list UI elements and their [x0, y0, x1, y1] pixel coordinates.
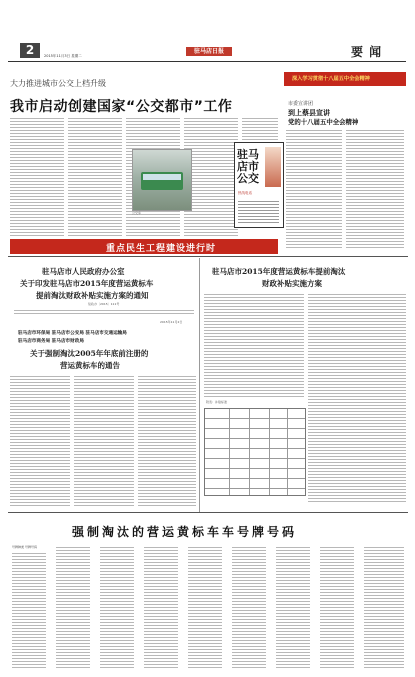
- section-title: 要 闻: [351, 45, 383, 59]
- notice-mid-orgs-1: 驻马店市环保局 驻马店市公安局 驻马店市交通运输局: [18, 331, 127, 336]
- lead-headline: 我市启动创建国家“公交都市”工作: [10, 99, 233, 115]
- lead-kicker: 大力推进城市公交上档升级: [10, 79, 106, 88]
- ad-box: [234, 142, 284, 228]
- page-number-box: [20, 43, 40, 58]
- plates-col-4: [144, 545, 178, 669]
- lead-body-col4: [184, 116, 238, 238]
- notice-right-title-2: 财政补贴实施方案: [262, 279, 322, 288]
- promo-kicker: 市委宣讲团: [288, 101, 314, 107]
- notice-right-body-col1: [204, 292, 304, 398]
- notice-right-body-col2: [308, 292, 406, 504]
- section-rule-1: [8, 256, 408, 257]
- page-number: 2: [25, 43, 35, 57]
- notice-right-table-title: 附表：补贴标准: [206, 400, 228, 404]
- plates-heading: 强制淘汰的营运黄标车车号牌号码: [72, 525, 298, 539]
- plates-col-6: [232, 545, 266, 669]
- notice-mid-title-1: 关于强制淘汰2005年年底前注册的: [30, 349, 149, 358]
- notice-mid-orgs-2: 驻马店市商务局 驻马店市财政局: [18, 339, 84, 344]
- notice-right: [202, 258, 408, 512]
- promo-title-2: 党的十八届五中全会精神: [288, 118, 359, 126]
- notice-mid-body-col1: [10, 374, 70, 506]
- table-col-rule-3: [269, 409, 270, 495]
- notice-left-org: 驻马店市人民政府办公室: [42, 267, 125, 276]
- table-col-rule-2: [249, 409, 250, 495]
- vertical-rule: [199, 258, 200, 512]
- plates-col-9: [364, 545, 404, 669]
- header-rule: [8, 61, 406, 62]
- notice-left-doc-no: 驻政办〔2015〕111号: [88, 302, 120, 306]
- plates-col-1: [12, 551, 46, 669]
- ad-title: 驻马店市公交: [237, 148, 259, 185]
- notice-left-title-2: 提前淘汰财政补贴实施方案的通知: [36, 291, 149, 300]
- header-info: [236, 50, 336, 56]
- plates-header-left: 号牌种类 号牌号码: [12, 545, 37, 549]
- ad-calligraphy: [237, 149, 265, 185]
- lead-photo: [132, 149, 192, 211]
- ad-tower-image: [265, 147, 281, 187]
- lead-body-col2: [68, 116, 122, 238]
- plates-section: [8, 513, 408, 673]
- table-col-rule-1: [229, 409, 230, 495]
- ad-sub: 热线电话: [238, 191, 252, 195]
- notice-mid-body-col2: [74, 374, 134, 506]
- plates-col-5: [188, 545, 222, 669]
- notice-left-body: [14, 308, 194, 314]
- notice-left: [8, 258, 198, 316]
- notice-left-title-1: 关于印发驻马店市2015年度营运黄标车: [20, 279, 154, 288]
- page-header: [0, 0, 415, 64]
- promo-banner-text: 深入学习贯彻十八届五中全会精神: [292, 76, 370, 82]
- bus-windows: [143, 174, 181, 180]
- subsidy-table: [204, 408, 306, 496]
- lead-story: [8, 64, 278, 254]
- promo-title-1: 到上蔡县宣讲: [288, 109, 330, 117]
- plates-col-8: [320, 545, 354, 669]
- lead-banner-text: 重点民生工程建设进行时: [106, 244, 217, 254]
- plates-col-7: [276, 545, 310, 669]
- notice-left-footer: 2015年11月2日: [160, 320, 183, 324]
- promo-banner: [284, 72, 406, 86]
- ad-contact-lines: [238, 199, 279, 223]
- plates-col-2: [56, 545, 90, 669]
- lead-photo-caption: 公交车: [132, 211, 142, 215]
- lead-banner: [10, 239, 278, 254]
- lead-body-col1: [10, 116, 64, 238]
- promo-body-col1: [286, 128, 342, 248]
- date-line: 2015年11月3日 星期二: [44, 54, 82, 58]
- notice-right-title-1: 驻马店市2015年度营运黄标车提前淘汰: [212, 267, 346, 276]
- notice-mid-title-2: 营运黄标车的通告: [60, 361, 120, 370]
- right-promo: [282, 64, 408, 254]
- notice-mid-body-col3: [138, 374, 196, 506]
- masthead: 驻马店日报: [186, 47, 232, 56]
- notice-mid: [8, 328, 198, 510]
- plates-col-3: [100, 545, 134, 669]
- promo-body-col2: [346, 128, 404, 248]
- table-col-rule-4: [287, 409, 288, 495]
